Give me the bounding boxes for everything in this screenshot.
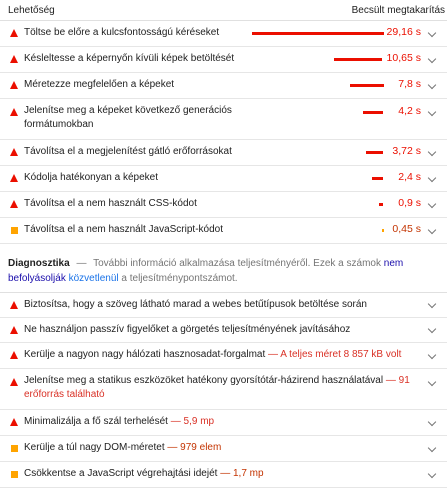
opportunity-row[interactable] <box>0 21 447 47</box>
opportunities-header <box>0 0 447 21</box>
chevron-down-icon[interactable] <box>428 351 436 359</box>
diagnostics-description-end: a teljesítménypontszámot. <box>121 273 238 284</box>
savings-value: 7,8 s <box>398 78 421 90</box>
diagnostic-row[interactable] <box>0 369 447 410</box>
savings-value: 10,65 s <box>386 52 421 64</box>
diagnostic-title-text: Kerülje a túl nagy DOM-méretet <box>24 442 165 453</box>
chevron-down-icon[interactable] <box>428 55 436 63</box>
average-square-icon <box>11 227 18 234</box>
savings-bar <box>379 203 383 206</box>
opportunity-title: Távolítsa el a nem használt CSS-kódot <box>24 198 197 209</box>
chevron-down-icon[interactable] <box>428 81 436 89</box>
fail-triangle-icon <box>10 55 18 63</box>
chevron-down-icon[interactable] <box>428 226 436 234</box>
chevron-down-icon[interactable] <box>428 418 436 426</box>
savings-bar <box>334 58 382 61</box>
diagnostic-row[interactable] <box>0 462 447 488</box>
diagnostic-row[interactable] <box>0 436 447 462</box>
opportunity-title: Jelenítse meg a képeket következő generációs formátumokban <box>24 105 232 130</box>
chevron-down-icon[interactable] <box>428 200 436 208</box>
diagnostic-title <box>24 323 419 337</box>
savings-bar <box>372 177 383 180</box>
diagnostic-title-text: Minimalizálja a fő szál terhelését <box>24 416 168 427</box>
savings-value: 2,4 s <box>398 171 421 183</box>
savings-value: 3,72 s <box>392 145 421 157</box>
diagnostic-row[interactable] <box>0 293 447 318</box>
chevron-down-icon[interactable] <box>428 470 436 478</box>
fail-triangle-icon <box>10 418 18 426</box>
diagnostic-row[interactable] <box>0 343 447 369</box>
diagnostics-label: Diagnosztika <box>8 258 70 269</box>
fail-triangle-icon <box>10 174 18 182</box>
opportunity-title: Méretezze megfelelően a képeket <box>24 79 175 90</box>
directly-link[interactable]: közvetlenül <box>68 273 119 284</box>
dash-separator: — <box>76 258 87 269</box>
savings-bar <box>252 32 384 35</box>
fail-triangle-icon <box>10 301 18 309</box>
savings-value: 0,45 s <box>392 223 421 235</box>
diagnostic-row[interactable] <box>0 318 447 343</box>
opportunity-title: Töltse be előre a kulcsfontosságú kéréseket <box>24 27 220 38</box>
diagnostic-title-text: Csökkentse a JavaScript végrehajtási idejét <box>24 468 218 479</box>
chevron-down-icon[interactable] <box>428 444 436 452</box>
fail-triangle-icon <box>10 81 18 89</box>
opportunity-row[interactable] <box>0 47 447 73</box>
opportunity-row[interactable] <box>0 140 447 166</box>
diagnostic-title-text: Ne használjon passzív figyelőket a görgetés teljesítményének javításához <box>24 324 351 335</box>
fail-triangle-icon <box>10 378 18 386</box>
savings-bar <box>366 151 383 154</box>
chevron-down-icon[interactable] <box>428 174 436 182</box>
diagnostic-title <box>24 415 419 429</box>
opportunity-title: Kódolja hatékonyan a képeket <box>24 172 158 183</box>
opportunity-title: Késleltesse a képernyőn kívüli képek betöltését <box>24 53 235 64</box>
diagnostic-detail: — 1,7 mp <box>217 468 264 479</box>
savings-column-label: Becsült megtakarítás <box>351 4 445 16</box>
diagnostic-detail: — 91 erőforrás található <box>24 375 410 400</box>
chevron-down-icon[interactable] <box>428 108 436 116</box>
average-square-icon <box>11 445 18 452</box>
diagnostic-title <box>24 348 419 362</box>
diagnostic-title <box>24 441 419 455</box>
chevron-down-icon[interactable] <box>428 148 436 156</box>
savings-value: 29,16 s <box>386 26 421 38</box>
fail-triangle-icon <box>10 326 18 334</box>
diagnostic-detail: — 5,9 mp <box>167 416 215 427</box>
diagnostic-title-text: Jelenítse meg a statikus eszközöket hatékony gyorsítótár-házirend használatával <box>24 375 384 386</box>
opportunity-row[interactable] <box>0 192 447 218</box>
savings-value: 4,2 s <box>398 105 421 117</box>
diagnostic-title-text: Kerülje a nagyon nagy hálózati hasznosadat-forgalmat <box>24 349 266 360</box>
diagnostic-title <box>24 298 419 312</box>
diagnostic-title-text: Biztosítsa, hogy a szöveg látható marad a webes betűtípusok betöltése során <box>24 299 367 310</box>
opportunity-row[interactable] <box>0 218 447 244</box>
savings-bar <box>350 84 384 87</box>
chevron-down-icon[interactable] <box>428 300 436 308</box>
chevron-down-icon[interactable] <box>428 378 436 386</box>
diagnostics-section-header <box>0 244 447 293</box>
savings-value: 0,9 s <box>398 197 421 209</box>
fail-triangle-icon <box>10 148 18 156</box>
diagnostic-title <box>24 467 419 481</box>
opportunity-row[interactable] <box>0 73 447 99</box>
opportunity-column-label: Lehetőség <box>8 4 55 16</box>
savings-bar <box>363 111 383 114</box>
not-affect-link[interactable]: nem befolyásolják <box>8 258 404 284</box>
diagnostic-detail: — A teljes méret 8 857 kB volt <box>265 349 402 360</box>
fail-triangle-icon <box>10 351 18 359</box>
fail-triangle-icon <box>10 108 18 116</box>
chevron-down-icon[interactable] <box>428 325 436 333</box>
diagnostics-description: További információ alkalmazása teljesítményéről. Ezek a számok <box>93 258 381 269</box>
chevron-down-icon[interactable] <box>428 29 436 37</box>
average-square-icon <box>11 471 18 478</box>
diagnostic-detail: — 979 elem <box>164 442 222 453</box>
fail-triangle-icon <box>10 200 18 208</box>
savings-bar <box>382 229 384 232</box>
diagnostic-row[interactable] <box>0 410 447 436</box>
opportunity-row[interactable] <box>0 99 447 140</box>
opportunity-title: Távolítsa el a nem használt JavaScript-kódot <box>24 224 223 235</box>
opportunity-title: Távolítsa el a megjelenítést gátló erőforrásokat <box>24 146 232 157</box>
opportunity-row[interactable] <box>0 166 447 192</box>
fail-triangle-icon <box>10 29 18 37</box>
diagnostic-title <box>24 374 414 402</box>
